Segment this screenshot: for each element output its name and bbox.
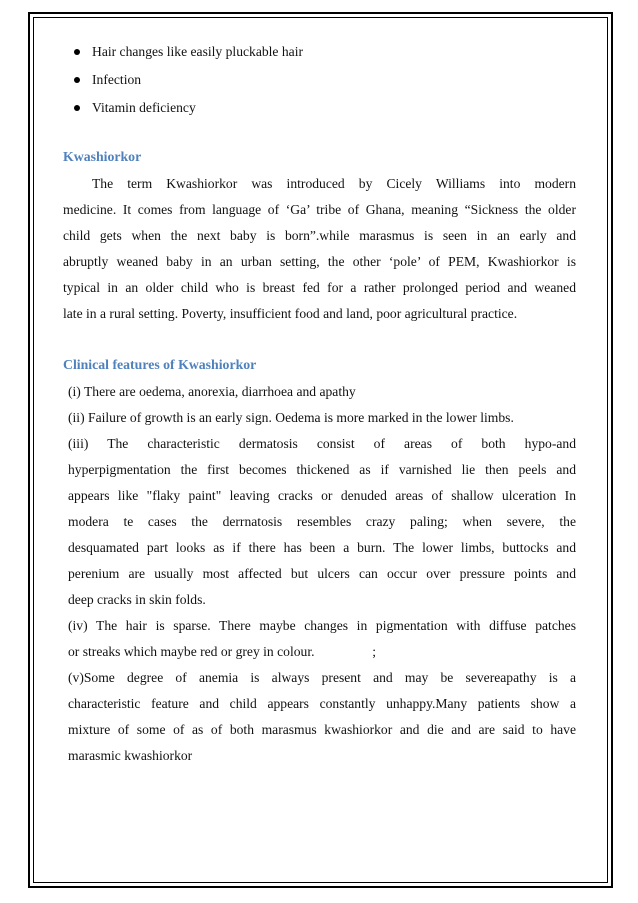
paragraph-line: late in a rural setting. Poverty, insufficient food and land, poor agricultural practice. <box>63 306 518 321</box>
paragraph-line: mixture of some of as of both marasmus kwashiorkor and die and are said to have <box>68 722 576 737</box>
paragraph-line: (ii) Failure of growth is an early sign. Oedema is more marked in the lower limbs. <box>68 410 514 425</box>
bullet-text: Vitamin deficiency <box>92 100 196 115</box>
bullet-item <box>74 98 303 126</box>
paragraph-line: or streaks which maybe red or grey in colour. ; <box>68 644 377 659</box>
bullet-item <box>74 70 303 98</box>
paragraph-line: marasmic kwashiorkor <box>68 748 193 763</box>
bullet-list <box>74 42 303 126</box>
section-heading-clinical-features: Clinical features of Kwashiorkor <box>63 357 257 372</box>
paragraph-line: medicine. It comes from language of ‘Ga’ tribe of Ghana, meaning “Sickness the older <box>63 202 576 217</box>
bullet-dot-icon <box>74 105 80 111</box>
clinical-features-paragraph <box>68 379 576 769</box>
paragraph-line: child gets when the next baby is born”.while marasmus is seen in an early and <box>63 228 576 243</box>
paragraph-line: deep cracks in skin folds. <box>68 592 206 607</box>
bullet-dot-icon <box>74 77 80 83</box>
section-heading-kwashiorkor: Kwashiorkor <box>63 149 142 164</box>
paragraph-line: typical in an older child who is breast fed for a rather prolonged period and weaned <box>63 280 576 295</box>
paragraph-line: The term Kwashiorkor was introduced by Cicely Williams into modern <box>92 176 576 191</box>
kwashiorkor-paragraph <box>63 171 576 327</box>
bullet-dot-icon <box>74 49 80 55</box>
paragraph-line: desquamated part looks as if there has been a burn. The lower limbs, buttocks and <box>68 540 576 555</box>
paragraph-line: (iii) The characteristic dermatosis consist of areas of both hypo-and <box>68 436 576 451</box>
paragraph-line: abruptly weaned baby in an urban setting, the other ‘pole’ of PEM, Kwashiorkor is <box>63 254 576 269</box>
paragraph-line: hyperpigmentation the first becomes thickened as if varnished lie then peels and <box>68 462 576 477</box>
paragraph-line: (iv) The hair is sparse. There maybe changes in pigmentation with diffuse patches <box>68 618 576 633</box>
paragraph-line: perenium are usually most affected but ulcers can occur over pressure points and <box>68 566 576 581</box>
paragraph-line: appears like "flaky paint" leaving cracks or denuded areas of shallow ulceration In <box>68 488 576 503</box>
paragraph-line: (v)Some degree of anemia is always present and may be severeapathy is a <box>68 670 576 685</box>
bullet-text: Infection <box>92 72 142 87</box>
paragraph-line: characteristic feature and child appears constantly unhappy.Many patients show a <box>68 696 576 711</box>
bullet-item <box>74 42 303 70</box>
bullet-text: Hair changes like easily pluckable hair <box>92 44 303 59</box>
paragraph-line: modera te cases the derrnatosis resembles crazy paling; when severe, the <box>68 514 576 529</box>
paragraph-line: (i) There are oedema, anorexia, diarrhoea and apathy <box>68 384 356 399</box>
